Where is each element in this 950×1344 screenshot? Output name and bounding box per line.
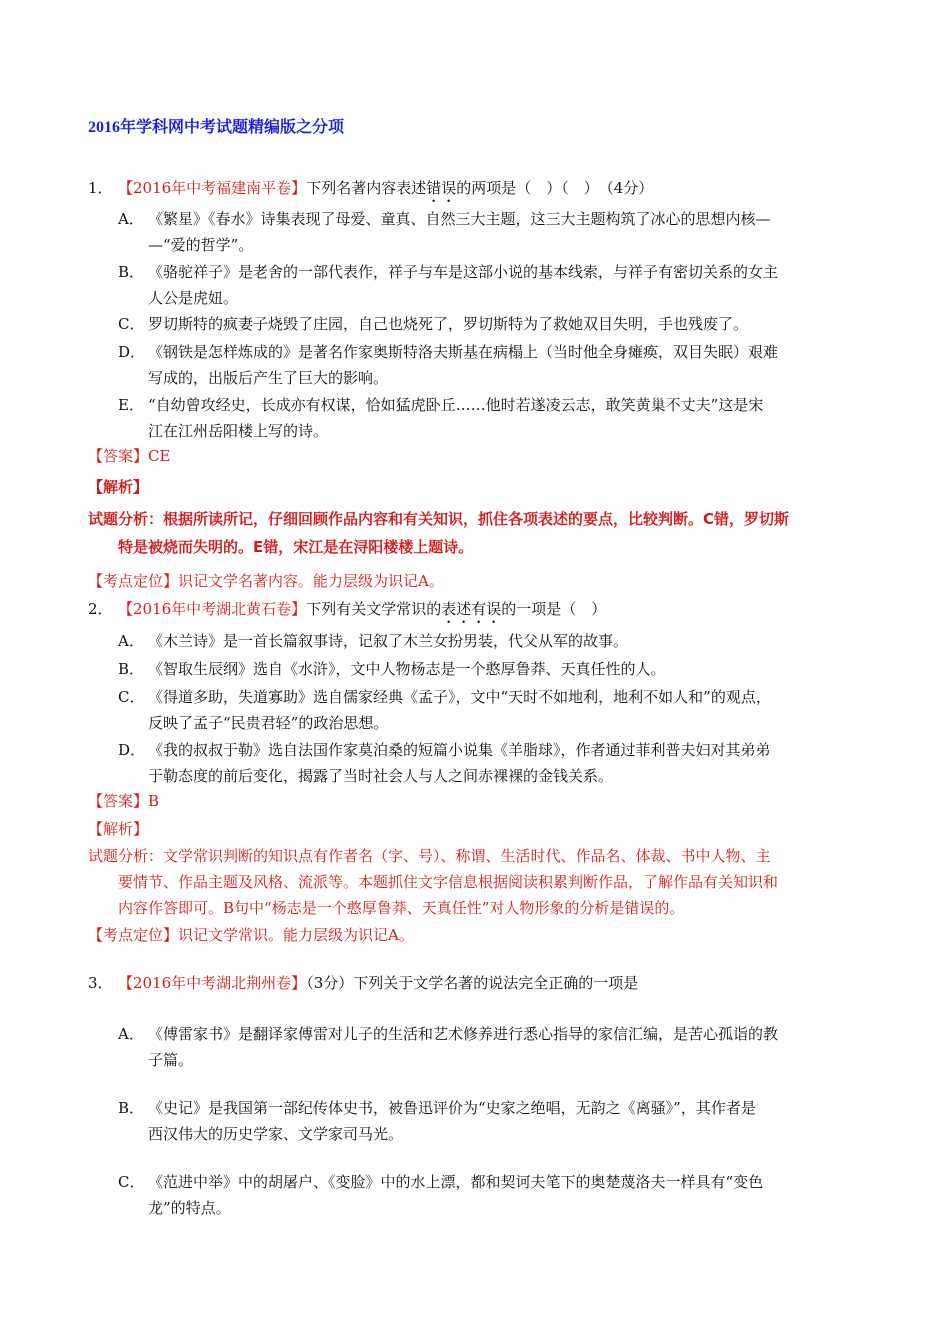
analysis-tag: 【解析】 <box>88 478 149 496</box>
stem-text: 下列名著内容表述 <box>306 179 427 197</box>
option-label: D． <box>118 343 146 361</box>
q1-answer <box>88 446 170 466</box>
q3-option-a <box>118 1021 878 1073</box>
option-text: 《我的叔叔于勒》选自法国作家莫泊桑的短篇小说集《羊脂球》，作者通过菲利普夫妇对其弟弟 <box>148 741 771 759</box>
question-2-stem <box>88 599 606 627</box>
option-text: 《智取生辰纲》选自《水浒》，文中人物杨志是一个憨厚鲁莽、天真任性的人。 <box>148 660 666 678</box>
answer-tag: 【答案】 <box>88 792 149 810</box>
q2-analysis-tag <box>88 819 148 839</box>
question-source: 【2016年中考湖北黄石卷】 <box>118 600 307 618</box>
point-text: 识记文学名著内容。能力层级为识记A。 <box>178 572 444 590</box>
q2-option-a <box>118 628 878 654</box>
option-text: —“爱的哲学”。 <box>148 236 254 254</box>
q3-option-c <box>118 1169 878 1221</box>
option-text: 罗切斯特的疯妻子烧毁了庄园，自己也烧死了，罗切斯特为了救她双目失明，手也残废了。 <box>148 315 749 333</box>
option-label: D． <box>118 741 146 759</box>
option-label: C． <box>118 315 145 333</box>
question-number: 1． <box>88 179 113 197</box>
stem-emphasis: 错误 <box>426 179 457 197</box>
option-text: 龙”的特点。 <box>148 1199 231 1217</box>
q1-point <box>88 571 444 591</box>
q1-option-e <box>118 392 878 444</box>
q2-option-d <box>118 737 878 789</box>
q1-option-b <box>118 259 878 311</box>
question-number: 3． <box>88 974 113 992</box>
option-text: 《傅雷家书》是翻译家傅雷对儿子的生活和艺术修养进行悉心指导的家信汇编，是苦心孤诣的教 <box>148 1025 779 1043</box>
stem-emphasis: 表述有误 <box>441 600 502 618</box>
option-label: B． <box>118 660 145 678</box>
option-text: 反映了孟子“民贵君轻”的政治思想。 <box>148 714 389 732</box>
option-text: 《繁星》《春水》诗集表现了母爱、童真、自然三大主题，这三大主题构筑了冰心的思想内核— <box>148 210 771 228</box>
answer-tag: 【答案】 <box>88 447 149 465</box>
q1-analysis-tag <box>88 477 148 497</box>
question-3-stem <box>88 973 638 993</box>
q2-option-c <box>118 684 878 736</box>
option-label: A． <box>118 632 144 650</box>
analysis-tag: 【解析】 <box>88 820 149 838</box>
q2-point <box>88 925 414 945</box>
option-text: 写成的，出版后产生了巨大的影响。 <box>148 369 389 387</box>
point-tag: 【考点定位】 <box>88 572 179 590</box>
point-text: 识记文学常识。能力层级为识记A。 <box>178 926 414 944</box>
question-source: 【2016年中考湖北荆州卷】 <box>118 974 307 992</box>
analysis-text: 内容作答即可。B句中“杨志是一个憨厚鲁莽、天真任性”对人物形象的分析是错误的。 <box>118 899 685 917</box>
analysis-text: 要情节、作品主题及风格、流派等。本题抓住文字信息根据阅读积累判断作品，了解作品有关知识和 <box>118 873 779 891</box>
analysis-text: 试题分析：根据所读所记，仔细回顾作品内容和有关知识，抓住各项表述的要点，比较判断。C错，罗切斯 <box>88 510 790 528</box>
q2-option-b <box>118 656 878 682</box>
q1-option-d <box>118 339 878 391</box>
option-label: C． <box>118 688 145 706</box>
option-text: 《钢铁是怎样炼成的》是著名作家奥斯特洛夫斯基在病榻上（当时他全身瘫痪，双目失眠）艰难 <box>148 343 779 361</box>
option-label: B． <box>118 1099 145 1117</box>
option-label: A． <box>118 1025 144 1043</box>
option-label: A． <box>118 210 144 228</box>
option-text: 子篇。 <box>148 1051 194 1069</box>
option-label: C． <box>118 1173 145 1191</box>
option-text: 西汉伟大的历史学家、文学家司马光。 <box>148 1125 404 1143</box>
option-text: 《史记》是我国第一部纪传体史书，被鲁迅评价为“史家之绝唱，无韵之《离骚》”，其作者是 <box>148 1099 756 1117</box>
option-text: 《木兰诗》是一首长篇叙事诗，记叙了木兰女扮男装，代父从军的故事。 <box>148 632 629 650</box>
stem-text: （3分）下列关于文学名著的说法完全正确的一项是 <box>306 974 639 992</box>
q1-option-a <box>118 206 878 258</box>
analysis-text: 试题分析：文学常识判断的知识点有作者名（字、号）、称谓、生活时代、作品名、体裁、书中人物、主 <box>88 847 771 865</box>
option-label: E． <box>118 396 144 414</box>
stem-text: 的一项是（ ） <box>501 600 607 618</box>
q1-analysis <box>88 505 878 561</box>
option-text: “自幼曾攻经史，长成亦有权谋，恰如猛虎卧丘……他时若遂凌云志，敢笑黄巢不丈夫”这是宋 <box>148 396 764 414</box>
q2-analysis <box>88 843 878 921</box>
option-text: 江在江州岳阳楼上写的诗。 <box>148 422 329 440</box>
point-tag: 【考点定位】 <box>88 926 179 944</box>
question-source: 【2016年中考福建南平卷】 <box>118 179 307 197</box>
option-text: 《范进中举》中的胡屠户、《变脸》中的水上漂，都和契诃夫笔下的奥楚蔑洛夫一样具有“变色 <box>148 1173 764 1191</box>
option-text: 人公是虎妞。 <box>148 289 239 307</box>
stem-text: 的两项是（ ）（ ） （4分） <box>456 179 654 197</box>
page-title: 2016年学科网中考试题精编版之分项 <box>88 119 345 136</box>
answer-value: B <box>148 792 160 810</box>
question-1-stem <box>88 178 653 206</box>
q1-option-c <box>118 311 878 337</box>
q3-option-b <box>118 1095 878 1147</box>
analysis-text: 特是被烧而失明的。E错，宋江是在浔阳楼楼上题诗。 <box>118 538 474 556</box>
option-text: 于勒态度的前后变化，揭露了当时社会人与人之间赤裸裸的金钱关系。 <box>148 767 614 785</box>
option-label: B． <box>118 263 145 281</box>
option-text: 《得道多助，失道寡助》选自儒家经典《孟子》，文中“天时不如地利，地利不如人和”的观点， <box>148 688 771 706</box>
option-text: 《骆驼祥子》是老舍的一部代表作，祥子与车是这部小说的基本线索，与祥子有密切关系的女主 <box>148 263 779 281</box>
question-number: 2． <box>88 600 113 618</box>
q2-answer <box>88 791 159 811</box>
answer-value: CE <box>148 447 171 465</box>
stem-text: 下列有关文学常识的 <box>306 600 442 618</box>
